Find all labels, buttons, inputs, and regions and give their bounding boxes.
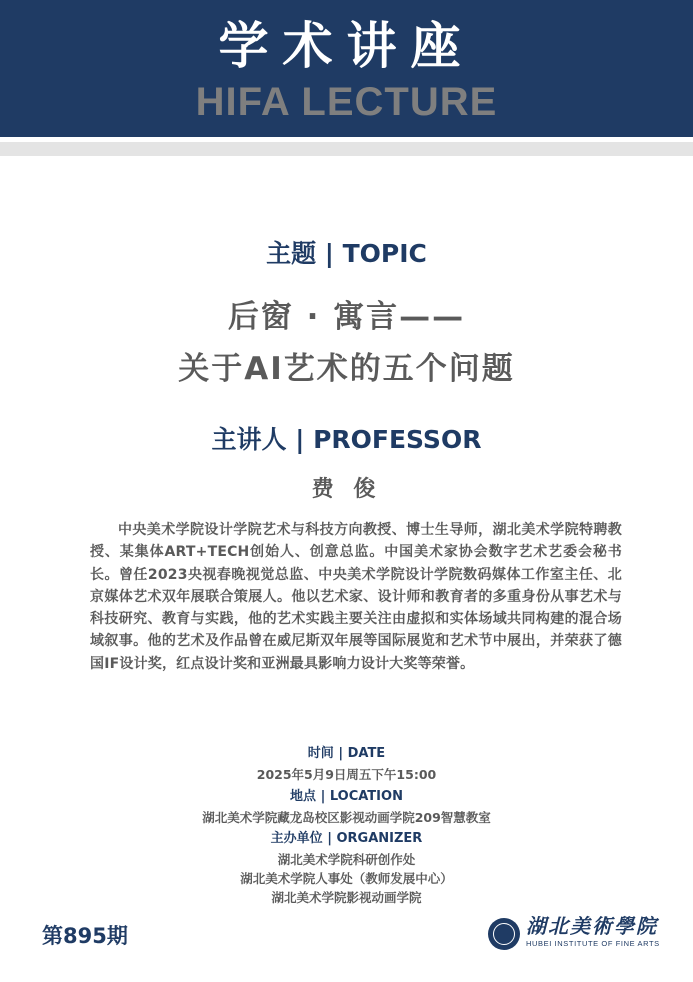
time-label: 时间 | DATE [307,746,386,761]
lecture-title-line-1: 后窗 · 寓言—— [227,299,466,335]
speaker-bio: 中央美术学院设计学院艺术与科技方向教授、博士生导师，湖北美术学院特聘教授、某集体ART+TECH创始人、创意总监。中国美术家协会数字艺术艺委会秘书长。曾任2023央视春晚视觉总监、中央美术学院设计学院数码媒体工作室主任、北京媒体艺术双年展联合策展人。他以艺术家、设计师和教育者的多重身份从事艺术与科技研究、教育与实践，他的艺术实践主要关注由虚拟和实体场域共同构建的混合场域叙事。他的艺术及作品曾在威尼斯双年展等国际展览和艺术节中展出，并荣获了德国IF设计奖，红点设计奖和亚洲最具影响力设计大奖等荣誉。 [90,522,622,672]
speaker-name: 费 俊 [311,477,382,502]
logo-chinese-name: 湖北美術學院 [526,914,658,938]
seal-icon [488,918,520,950]
header-divider-stripe [0,142,693,156]
professor-heading: 主讲人 | PROFESSOR [211,425,482,454]
organizer-item: 湖北美术学院影视动画学院 [271,890,422,905]
time-value: 2025年5月9日周五下午15:00 [256,767,437,782]
location-label: 地点 | LOCATION [290,789,403,804]
header-title: 学术讲座 [218,17,475,75]
logo-english-name: HUBEI INSTITUTE OF FINE ARTS [526,939,660,948]
header-subtitle: HIFA LECTURE [195,80,498,124]
issue-number: 第895期 [42,924,128,948]
organizer-item: 湖北美术学院科研创作处 [277,852,416,867]
lecture-title-line-2: 关于AI艺术的五个问题 [178,351,515,387]
organizer-item: 湖北美术学院人事处（教师发展中心） [240,871,453,886]
institute-logo [488,912,658,954]
header-banner [0,0,693,137]
organizer-label: 主办单位 | ORGANIZER [270,831,423,846]
topic-heading: 主题 | TOPIC [266,239,427,268]
location-value: 湖北美术学院藏龙岛校区影视动画学院209智慧教室 [202,810,491,825]
